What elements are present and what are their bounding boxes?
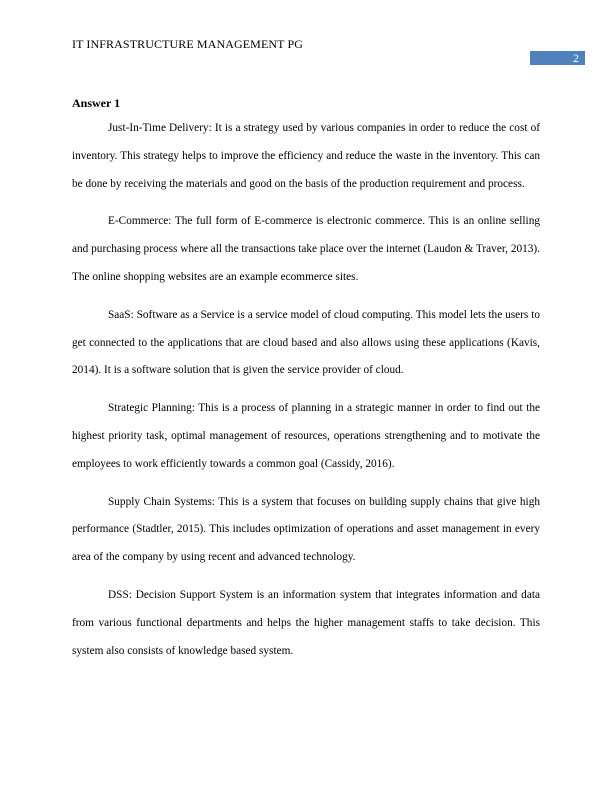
running-head: IT INFRASTRUCTURE MANAGEMENT PG — [72, 37, 304, 51]
paragraph-strategic-planning: Strategic Planning: This is a process of planning in a strategic manner in order to find out the highest priority task, optimal management of resources, operations strengthening and to motivate the employees to work efficiently towards a common goal (Cassidy, 2016). — [72, 402, 540, 470]
paragraph-saas: SaaS: Software as a Service is a service model of cloud computing. This model lets the users to get connected to the applications that are cloud based and also allows using these applications (Kavis, 2014). It is a software solution that is given the service provider of cloud. — [72, 308, 540, 377]
page-number: 2 — [573, 51, 579, 65]
paragraph-e-commerce: E-Commerce: The full form of E-commerce is electronic commerce. This is an online selling and purchasing process where all the transactions take place over the internet (Laudon & Traver, 2013). The online shopping websites are an example ecommerce sites. — [72, 215, 540, 283]
document-body — [72, 95, 540, 675]
page-number-badge — [530, 51, 585, 65]
paragraph-supply-chain: Supply Chain Systems: This is a system that focuses on building supply chains that give high performance (Stadtler, 2015). This includes optimization of operations and asset management in every area of the company by using recent and advanced technology. — [72, 495, 540, 564]
paragraph-jit-delivery: Just-In-Time Delivery: It is a strategy used by various companies in order to reduce the cost of inventory. This strategy helps to improve the efficiency and reduce the waste in the inventory. This can be done by receiving the materials and good on the basis of the production requirement and process. — [72, 122, 540, 190]
paragraph-dss: DSS: Decision Support System is an information system that integrates information and data from various functional departments and helps the higher management staffs to take decision. This system also consists of knowledge based system. — [72, 588, 540, 657]
section-heading: Answer 1 — [72, 96, 121, 110]
